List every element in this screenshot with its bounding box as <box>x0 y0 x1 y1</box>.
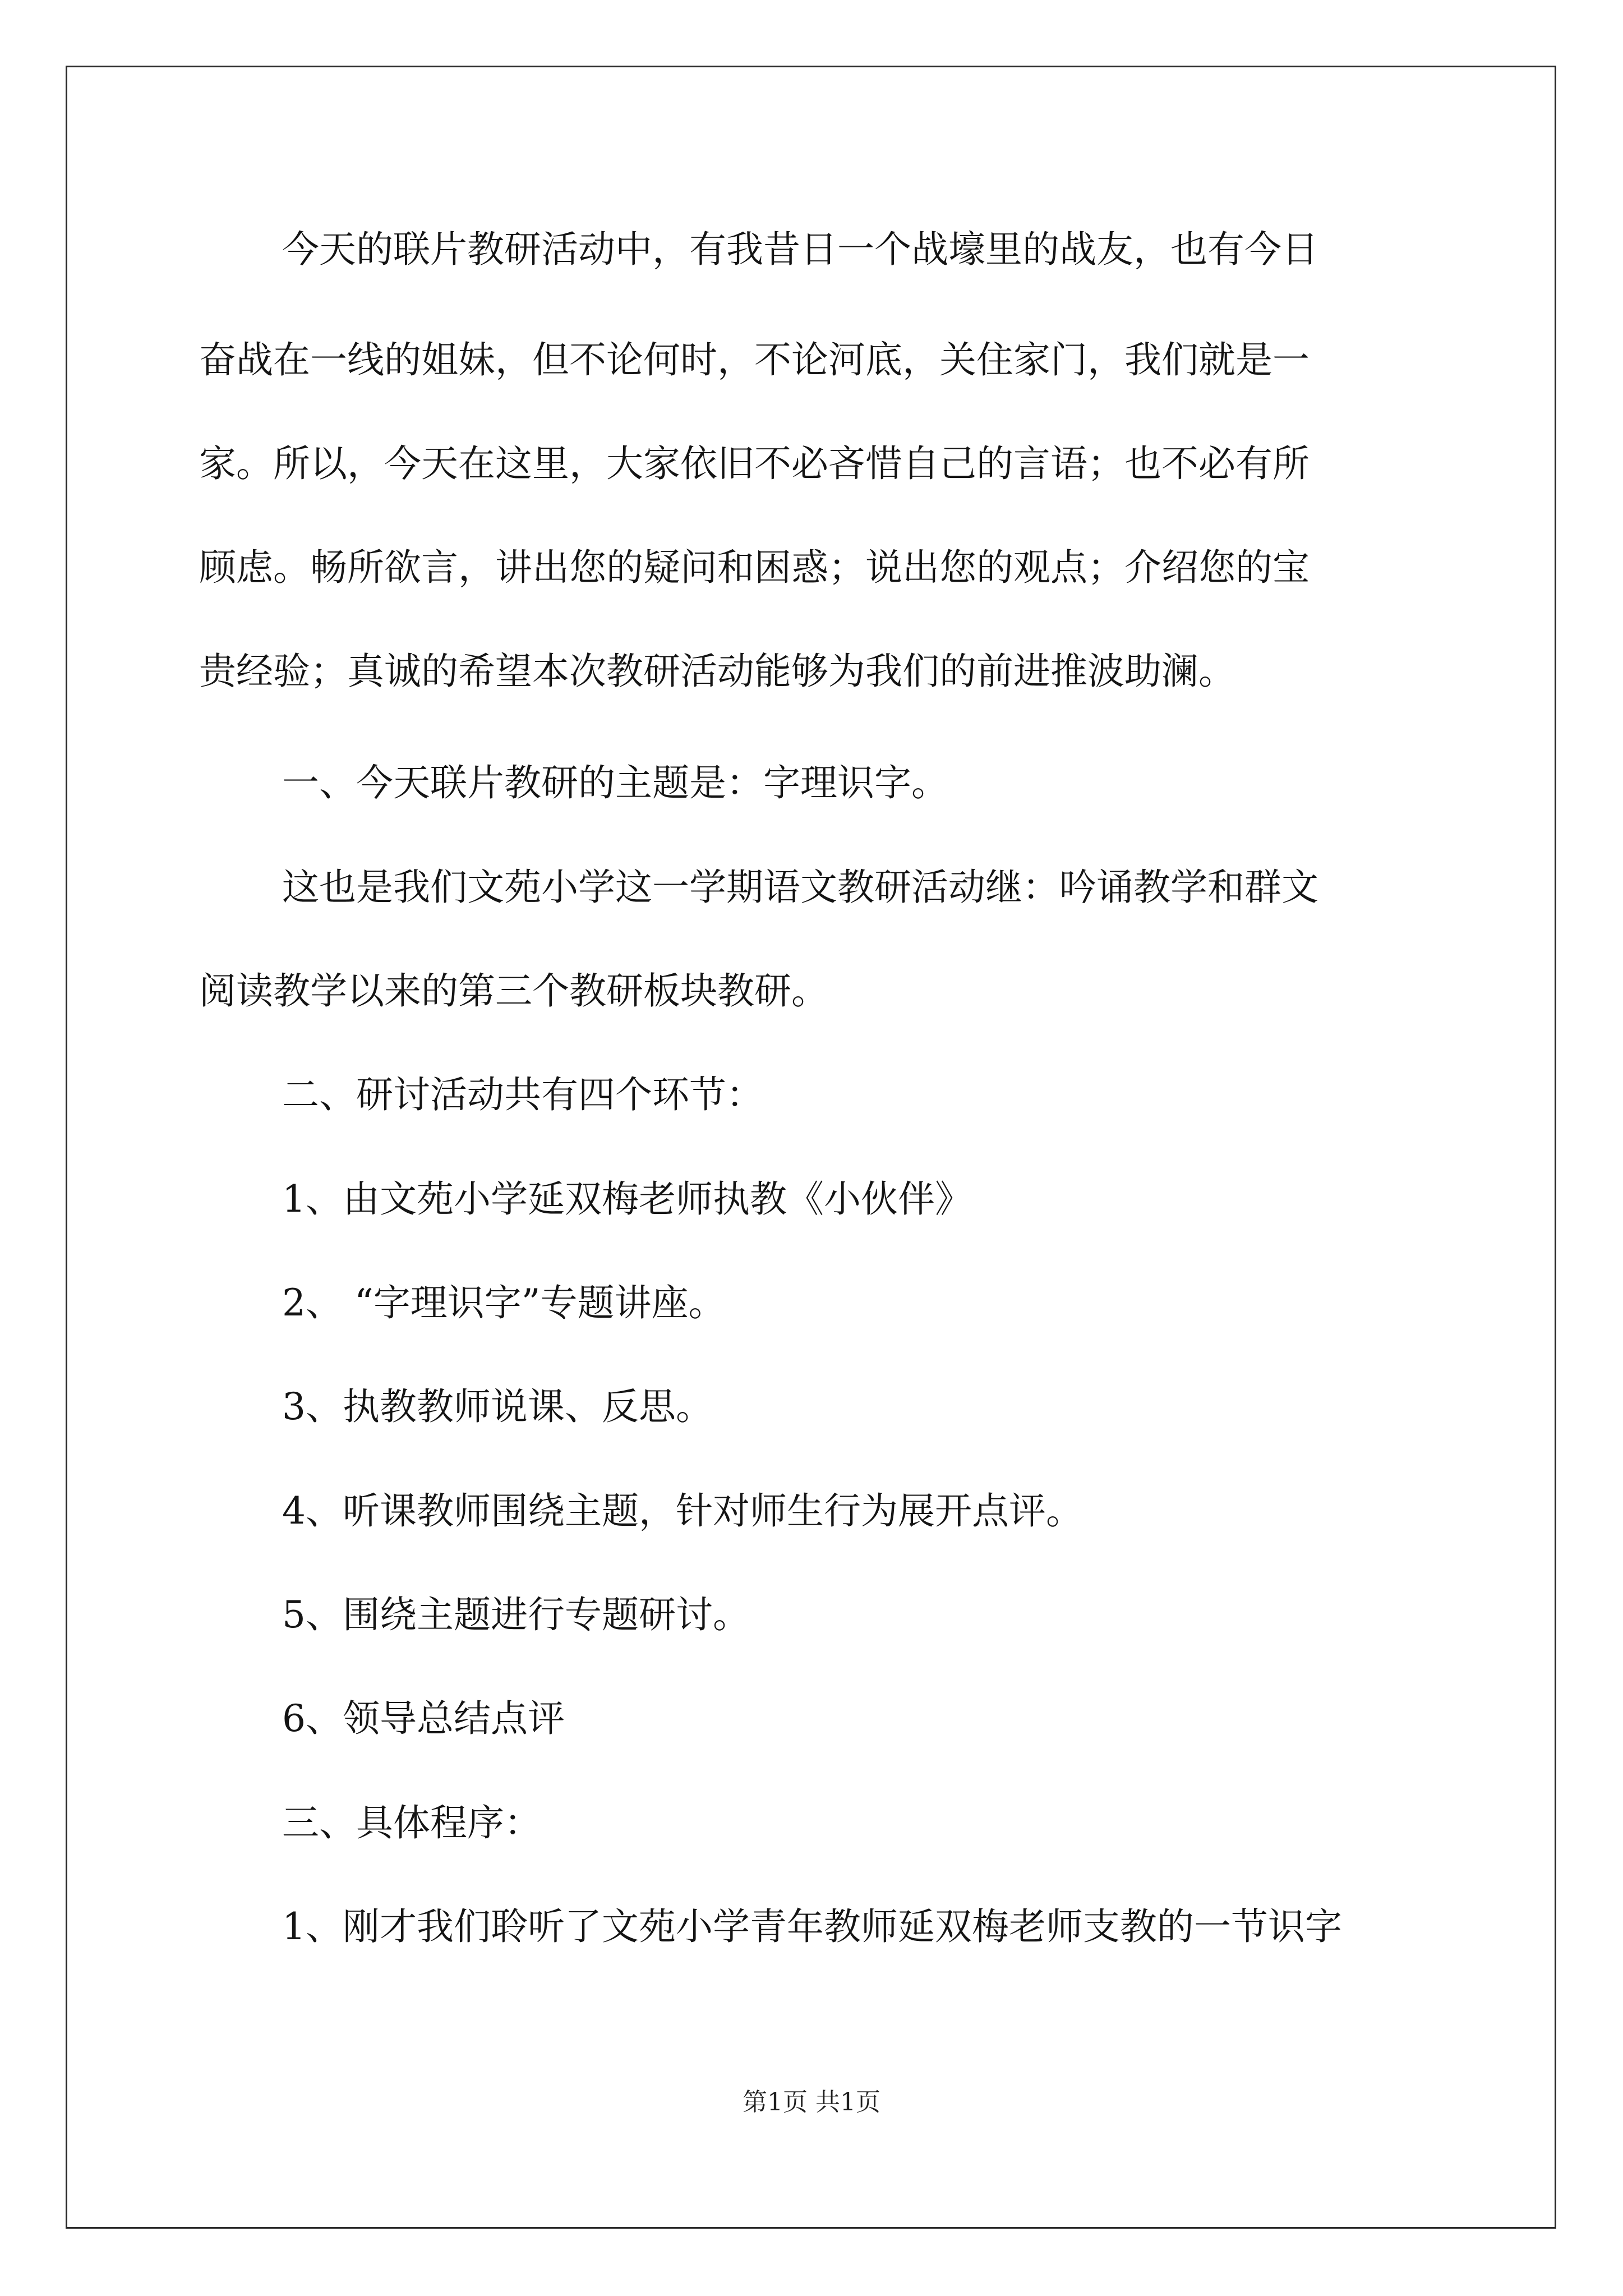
paragraph-3-line-1: 这也是我们文苑小学这一学期语文教研活动继：吟诵教学和群文 <box>282 866 1318 909</box>
section-heading-3: 三、具体程序： <box>282 1801 541 1844</box>
paragraph-1-line-2: 奋战在一线的姐妹，但不论何时，不论河底，关住家门，我们就是一 <box>199 338 1310 381</box>
paragraph-1-line-4: 顾虑。畅所欲言，讲出您的疑问和困惑；说出您的观点；介绍您的宝 <box>199 546 1310 589</box>
list-item-1: 1、由文苑小学延双梅老师执教《小伙伴》 <box>282 1177 972 1221</box>
list-item-6: 6、领导总结点评 <box>282 1697 565 1740</box>
section-heading-1: 一、今天联片教研的主题是：字理识字。 <box>282 761 948 804</box>
paragraph-1-line-1: 今天的联片教研活动中，有我昔日一个战壕里的战友，也有今日 <box>282 228 1318 271</box>
list-item-3: 3、执教教师说课、反思。 <box>282 1385 713 1428</box>
page-footer: 第1页 共1页 <box>743 2088 880 2116</box>
paragraph-1-line-5: 贵经验；真诚的希望本次教研活动能够为我们的前进推波助澜。 <box>199 650 1235 693</box>
paragraph-1-line-3: 家。所以，今天在这里，大家依旧不必吝惜自己的言语；也不必有所 <box>199 442 1310 485</box>
procedure-item-1: 1、刚才我们聆听了文苑小学青年教师延双梅老师支教的一节识字 <box>282 1905 1342 1948</box>
list-item-5: 5、围绕主题进行专题研讨。 <box>282 1593 750 1636</box>
list-item-4: 4、听课教师围绕主题，针对师生行为展开点评。 <box>282 1489 1083 1533</box>
list-item-2: 2、 “字理识字”专题讲座。 <box>282 1281 726 1324</box>
paragraph-3-line-2: 阅读教学以来的第三个教研板块教研。 <box>199 969 828 1013</box>
section-heading-2: 二、研讨活动共有四个环节： <box>282 1073 763 1116</box>
